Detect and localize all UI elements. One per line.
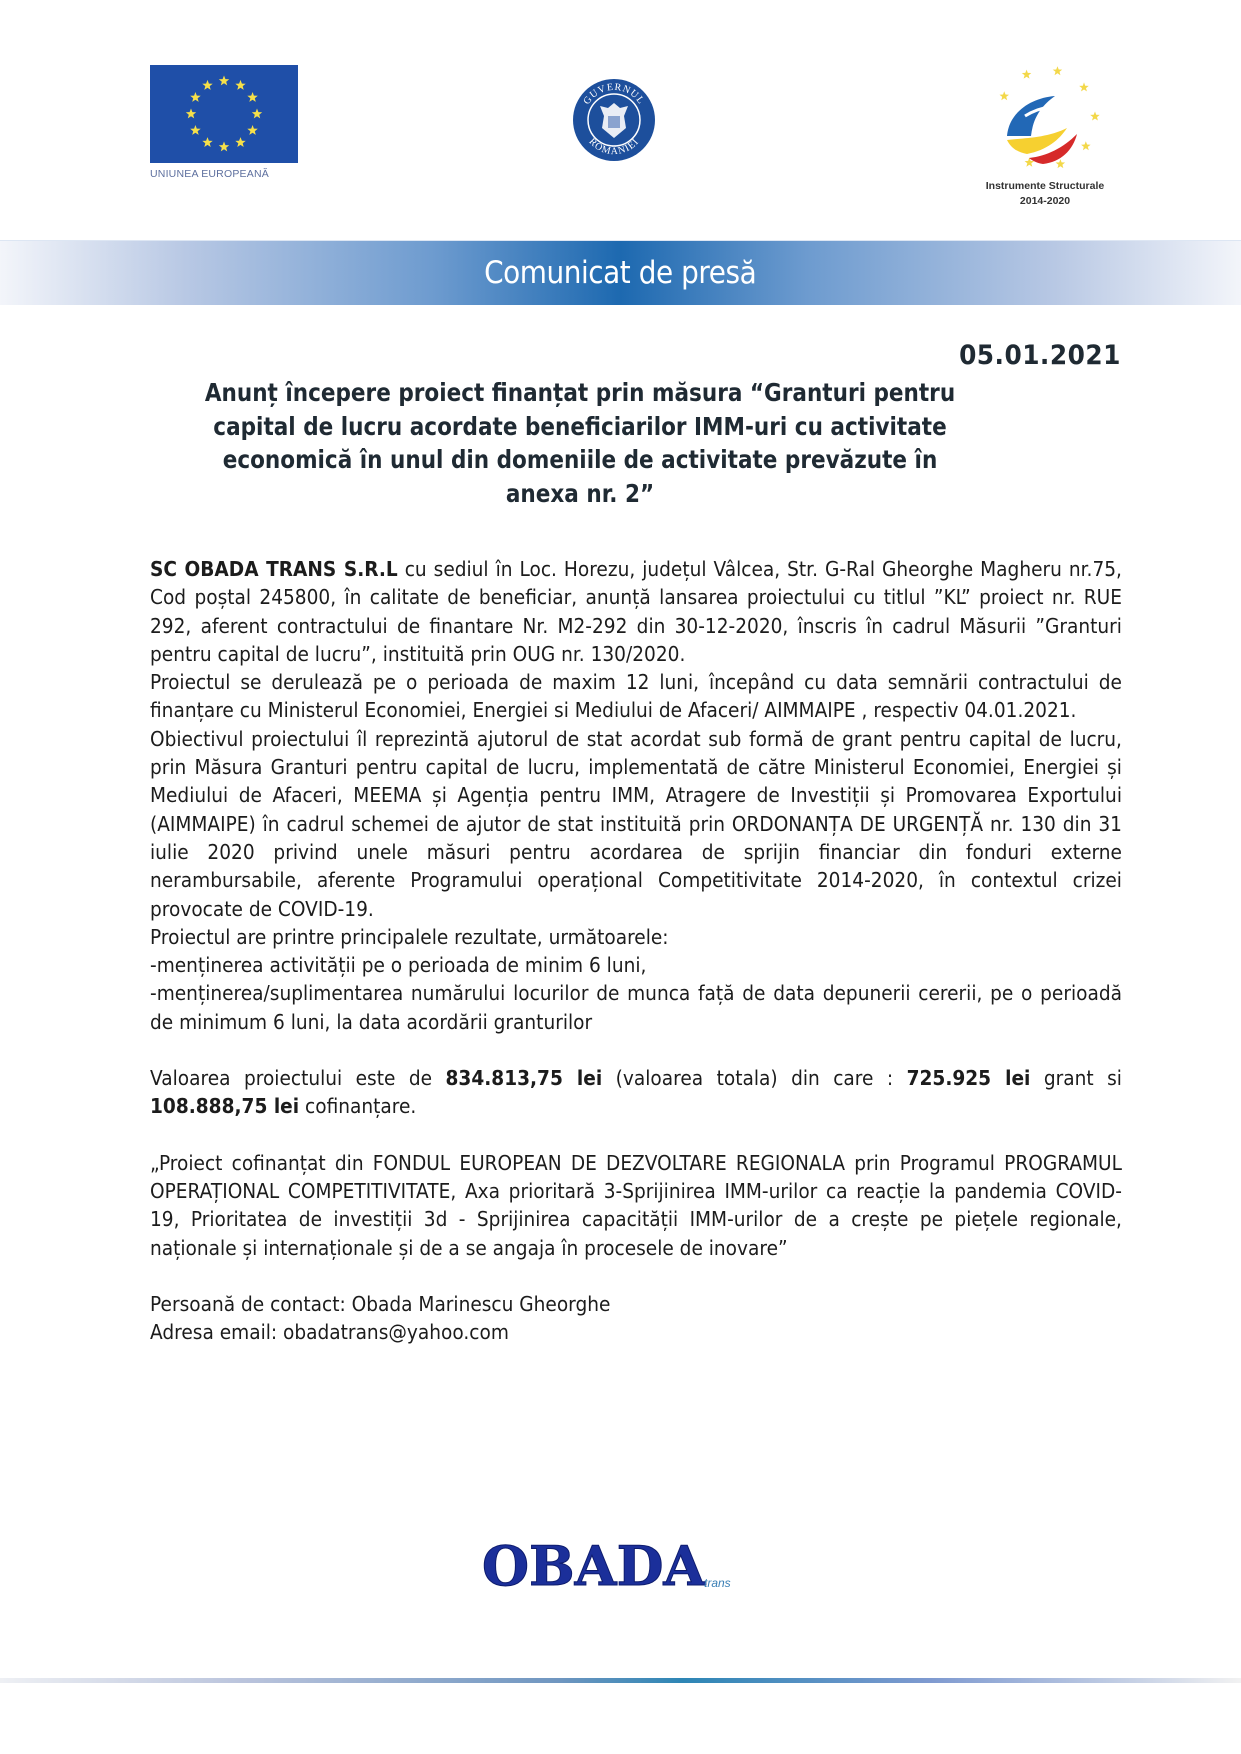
instrumente-structurale-caption-line1: Instrumente Structurale xyxy=(985,180,1105,192)
star-icon xyxy=(219,142,229,152)
result-item: -menținerea/suplimentarea numărului locurilor de munca față de data depunerii cererii, pe o perioadă de minimum 6 luni, la data acordării granturilor xyxy=(150,981,1122,1034)
star-icon xyxy=(219,76,229,86)
star-icon xyxy=(202,80,212,90)
value-prefix: Valoarea proiectului este de xyxy=(150,1066,446,1091)
document-body xyxy=(150,555,1122,1346)
total-value: 834.813,75 lei xyxy=(445,1066,603,1091)
obada-logo-text: OBADA xyxy=(482,1535,706,1595)
value-middle: (valoarea totala) din care : xyxy=(602,1066,907,1091)
guvernul-romaniei-seal-icon xyxy=(572,78,656,162)
star-icon xyxy=(235,80,245,90)
document-title: Anunț începere proiect finanțat prin măsura “Granturi pentru capital de lucru acordate beneficiarilor IMM-uri cu activitate economică în unul din domeniile de activitate prevăzute în anexa nr. 2” xyxy=(204,378,956,508)
star-icon xyxy=(1053,66,1063,75)
footer-divider xyxy=(0,1678,1241,1683)
seal-text-top: GUVERNUL xyxy=(581,81,647,107)
star-icon xyxy=(235,137,245,147)
obada-trans-logo xyxy=(482,1535,782,1595)
instrumente-structurale-icon xyxy=(985,58,1105,178)
star-icon xyxy=(1056,159,1066,168)
funding-statement: „Proiect cofinanțat din FONDUL EUROPEAN DE DEZVOLTARE REGIONALA prin Programul PROGRAMUL OPERAȚIONAL COMPETITIVITATE, Axa prioritară 3-Sprijinirea IMM-urilor ca reacție la pandemia COVID-19, Prioritatea de investiții 3d - Sprijinirea capacității IMM-urilor de a crește pe piețele regionale, naționale și internaționale și de a se angaja în procesele de inovare” xyxy=(150,1150,1122,1260)
seal-text-bottom: ROMÂNIEI xyxy=(586,136,642,158)
eu-flag-icon xyxy=(150,65,298,163)
value-suffix: cofinanțare. xyxy=(299,1094,417,1119)
star-icon xyxy=(252,109,262,119)
star-icon xyxy=(190,92,201,102)
result-item: -menținerea activității pe o perioada de minim 6 luni, xyxy=(150,953,647,978)
star-icon xyxy=(247,125,257,135)
eu-logo xyxy=(150,65,300,180)
cofinancing-value: 108.888,75 lei xyxy=(150,1094,300,1119)
results-intro: Proiectul are printre principalele rezultate, următoarele: xyxy=(150,924,669,949)
obada-logo-subtext: trans xyxy=(704,1576,731,1590)
document-date: 05.01.2021 xyxy=(959,340,1121,371)
objective-paragraph: Obiectivul proiectului îl reprezintă ajutorul de stat acordat sub formă de grant pentru capital de lucru, prin Măsura Granturi pentru capital de lucru, implementată de către Ministerul Economiei, Energiei și Mediului de Afaceri, MEEMA și Agenția pentru IMM, Atragere de Investiții și Promovarea Exportului (AIMMAIPE) în cadrul schemei de ajutor de stat instituită prin ORDONANȚA DE URGENȚĂ nr. 130 din 31 iulie 2020 privind unele măsuri pentru acordarea de sprijin financiar din fonduri externe nerambursabile, aferente Programului operațional Competitivitate 2014-2020, în contextul crizei provocate de COVID-19. xyxy=(150,726,1122,921)
company-name: SC OBADA TRANS S.R.L xyxy=(150,557,398,581)
contact-email: Adresa email: obadatrans@yahoo.com xyxy=(150,1320,509,1345)
press-release-banner xyxy=(0,240,1241,305)
grant-value: 725.925 lei xyxy=(906,1066,1031,1091)
star-icon xyxy=(247,92,257,102)
duration-paragraph: Proiectul se derulează pe o perioada de maxim 12 luni, începând cu data semnării contractului de finanțare cu Ministerul Economiei, Energiei si Mediului de Afaceri/ AIMMAIPE , respectiv 04.01.2021. xyxy=(150,670,1122,723)
star-icon xyxy=(1081,141,1091,150)
star-icon xyxy=(1000,91,1010,100)
eu-caption: UNIUNEA EUROPEANĂ xyxy=(150,168,269,180)
star-icon xyxy=(190,125,201,135)
project-value-paragraph xyxy=(150,1064,1122,1121)
banner-title: Comunicat de presă xyxy=(484,255,757,291)
star-icon xyxy=(1090,112,1100,121)
instrumente-structurale-caption-line2: 2014-2020 xyxy=(1019,195,1071,207)
intro-text: cu sediul în Loc. Horezu, județul Vâlcea, Str. G-Ral Gheorghe Magheru nr.75, Cod poștal 245800, în calitate de beneficiar, anunță lansarea proiectului cu titlul ”KL” proiect nr. RUE 292, aferent contractului de finantare Nr. M2-292 din 30-12-2020, înscris în cadrul Măsurii ”Granturi pentru capital de lucru”, instituită prin OUG nr. 130/2020. xyxy=(150,557,1122,666)
instrumente-structurale-logo xyxy=(960,58,1130,208)
star-icon xyxy=(186,109,196,119)
star-icon xyxy=(1022,70,1032,79)
contact-person: Persoană de contact: Obada Marinescu Gheorghe xyxy=(150,1291,611,1316)
star-icon xyxy=(202,137,212,147)
value-grant-suffix: grant si xyxy=(1030,1066,1122,1091)
intro-paragraph xyxy=(150,555,1122,668)
star-icon xyxy=(1079,82,1089,91)
